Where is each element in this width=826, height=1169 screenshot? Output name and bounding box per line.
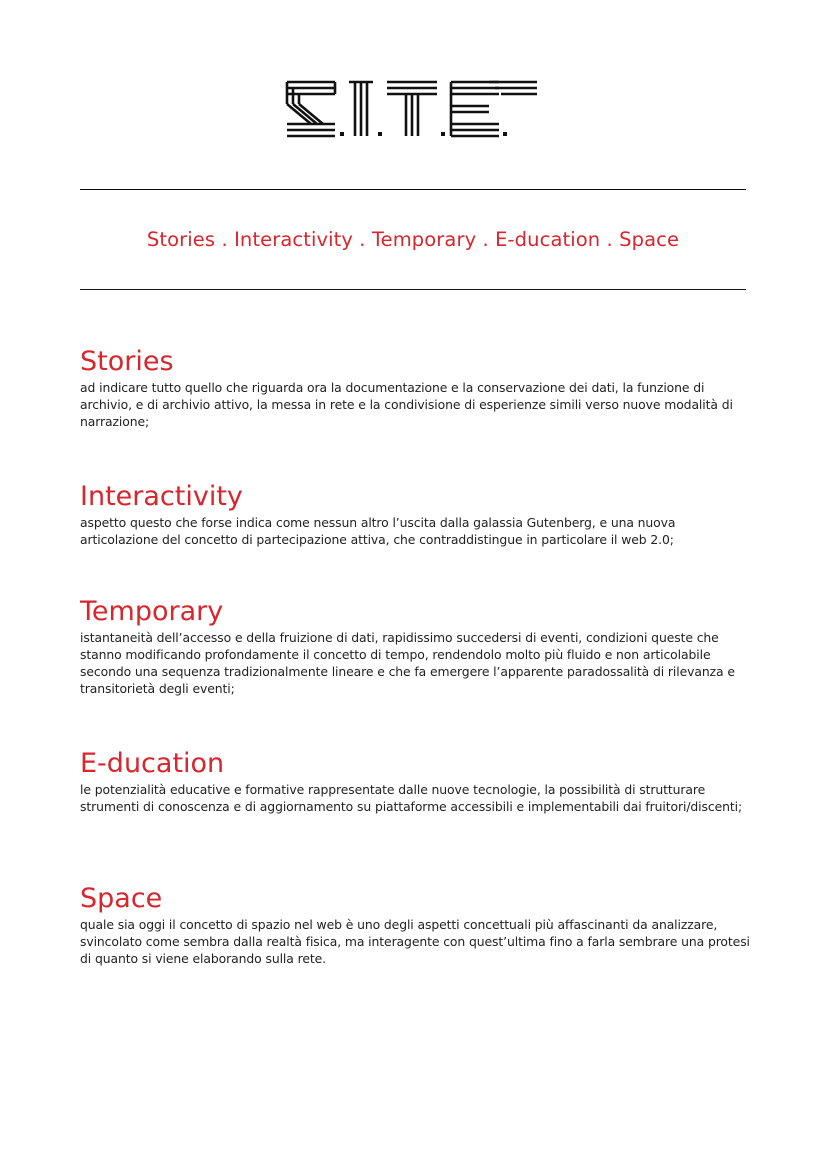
bottom-divider [80,289,746,290]
section-title: Space [80,883,163,914]
section-space [80,884,750,967]
logo-letter-s-2 [489,82,537,94]
logo-letter-t [387,82,437,136]
section-body: istantaneità dell’accesso e della fruizione di dati, rapidissimo succedersi di eventi, condizioni queste che stanno modificando profondamente il concetto di tempo, rendendolo molto più fluido e non articolabile secondo una sequenza tradizionalmente lineare e che fa emergere l’apparente paradossalità di rilevanza e transitorietà degli eventi; [80,630,735,696]
section-title: Temporary [80,596,224,627]
section-education [80,749,750,815]
section-title: Stories [80,346,174,377]
sites-logo [285,80,543,138]
section-body: ad indicare tutto quello che riguarda ora la documentazione e la conservazione dei dati, la funzione di archivio, e di archivio attivo, la messa in rete e la condivisione di esperienze simili verso nuove modalità di narrazione; [80,380,733,429]
section-body: quale sia oggi il concetto di spazio nel web è uno degli aspetti concettuali più affascinanti da analizzare, svincolato come sembra dalla realtà fisica, ma interagente con quest’ultima fino a farla sembrare una protesi di quanto si viene elaborando sulla rete. [80,917,750,966]
top-divider [80,189,746,190]
logo-letter-i [349,82,373,136]
logo-letter-e [451,82,499,136]
section-temporary [80,597,750,697]
section-title: Interactivity [80,481,243,512]
logo-letter-s [287,82,335,136]
section-stories [80,347,750,430]
section-body: le potenzialità educative e formative rappresentate dalle nuove tecnologie, la possibilità di strutturare strumenti di conoscenza e di aggiornamento su piattaforme accessibili e implementabili dai fruitori/discenti; [80,782,743,814]
section-interactivity [80,482,750,548]
section-title: E-ducation [80,748,225,779]
tagline: Stories . Interactivity . Temporary . E-ducation . Space [146,228,680,251]
section-body: aspetto questo che forse indica come nessun altro l’uscita dalla galassia Gutenberg, e una nuova articolazione del concetto di partecipazione attiva, che contraddistingue in particolare il web 2.0; [80,515,676,547]
